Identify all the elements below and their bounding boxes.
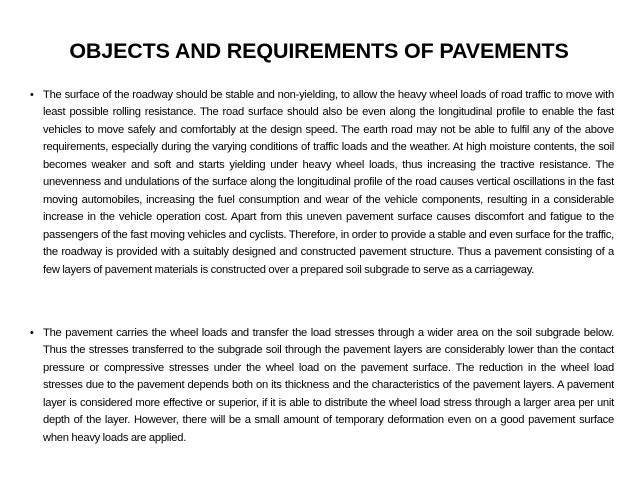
slide-title: OBJECTS AND REQUIREMENTS OF PAVEMENTS [69, 39, 569, 63]
bullet-text: The pavement carries the wheel loads and transfer the load stresses through a wider area on the soil subgrade below. Thus the stresses transferred to the subgrade soil through the pavement layers are considerably lower than the contact pressure or compressive stresses under the wheel load on the pavement surface. The reduction in the wheel load stresses due to the pavement depends both on its thickness and the characteristics of the pavement layers. A pavement layer is considered more effective or superior, if it is able to distribute the wheel load stress through a larger area per unit depth of the layer. However, there will be a small amount of temporary deformation even on a good pavement surface when heavy loads are applied. [43, 327, 614, 444]
bullet-icon: • [30, 327, 34, 339]
bullet-icon: • [30, 89, 34, 101]
bullet-text: The surface of the roadway should be stable and non-yielding, to allow the heavy wheel loads of road traffic to move with least possible rolling resistance. The road surface should also be even along the longitudinal profile to enable the fast vehicles to move safely and comfortably at the design speed. The earth road may not be able to fulfil any of the above requirements, especially during the varying conditions of traffic loads and the weather. At high moisture contents, the soil becomes weaker and soft and starts yielding under heavy wheel loads, thus increasing the tractive resistance. The unevenness and undulations of the surface along the longitudinal profile of the road causes vertical oscillations in the fast moving automobiles, increasing the fuel consumption and wear of the vehicle components, resulting in a considerable increase in the vehicle operation cost. Apart from this uneven pavement surface causes discomfort and fatigue to the passengers of the fast moving vehicles and cyclists. Therefore, in order to provide a stable and even surface for the traffic, the roadway is provided with a suitably designed and constructed pavement structure. Thus a pavement consisting of a few layers of pavement materials is constructed over a prepared soil subgrade to serve as a carriageway. [43, 89, 614, 276]
